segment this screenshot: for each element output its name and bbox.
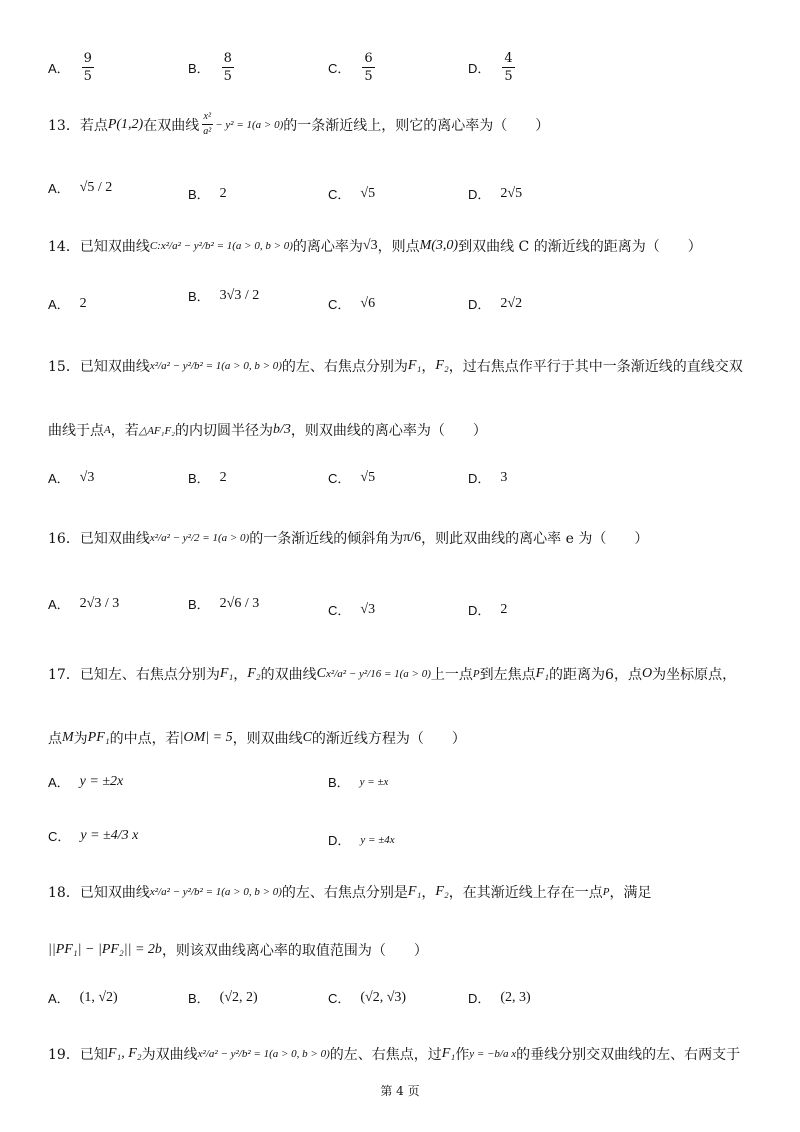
q16-option-b: B． 2√6 / 3	[188, 595, 260, 612]
q17-stem-line1: 17． 已知左、右焦点分别为 F₁ ， F₂ 的双曲线 C x²/a² − y²/16 = 1(a > 0) 上一点 P 到左焦点 F₁ 的距离为6，点 O 为坐标原点，	[48, 666, 737, 683]
q18-equation: x²/a² − y²/b² = 1(a > 0, b > 0)	[149, 886, 282, 898]
q14-option-b: B． 3√3 / 2	[188, 287, 260, 304]
q16-option-a: A． 2√3 / 3	[48, 595, 120, 612]
q16-stem: 16． 已知双曲线 x²/a² − y²/2 = 1(a > 0) 的一条渐近线的倾斜角为 π/6 ，则此双曲线的离心率 e 为（ ）	[48, 530, 649, 547]
q14-option-c: C． √6	[328, 295, 376, 312]
q12-option-c-fraction: $\frac{6}{5}$	[364, 51, 373, 84]
page-number: 第 4 页	[380, 1084, 420, 1098]
q19-stem: 19． 已知 F₁, F₂ 为双曲线 x²/a² − y²/b² = 1(a > 0, b > 0) 的左、右焦点，过 F₁ 作 y = −b/a x 的垂线分别交双曲线的左、右两支于	[48, 1046, 741, 1063]
q18-stem-line1: 18． 已知双曲线 x²/a² − y²/b² = 1(a > 0, b > 0) 的左、右焦点分别是 F₁ ， F₂ ，在其渐近线上存在一点 P ，满足	[48, 884, 652, 901]
q15-option-c: C． √5	[328, 469, 376, 486]
q16-equation: x²/a² − y²/2 = 1(a > 0)	[149, 532, 250, 544]
q13-equation-fraction: $\frac{\text{x²}}{\text{a²}}$	[203, 111, 212, 137]
q14-stem: 14． 已知双曲线 C: x²/a² − y²/b² = 1(a > 0, b > 0) 的离心率为 √3 ，则点 M(3,0) 到双曲线 C 的渐近线的距离为（ ）	[48, 238, 702, 255]
q12-option-b: B． $\frac{8}{5}$	[188, 51, 232, 84]
q15-stem-line1: 15． 已知双曲线 x²/a² − y²/b² = 1(a > 0, b > 0) 的左、右焦点分别为 F₁ ， F₂ ，过右焦点作平行于其中一条渐近线的直线交双	[48, 358, 743, 375]
q13-option-d: D． 2√5	[468, 185, 523, 202]
q14-option-a: A． 2	[48, 295, 87, 312]
q15-equation: x²/a² − y²/b² = 1(a > 0, b > 0)	[149, 360, 282, 372]
q15-stem-line2: 曲线于点 A ，若 △AF₁F₂ 的内切圆半径为 b/3 ，则双曲线的离心率为（ ）	[48, 422, 487, 439]
q16-option-c: C． √3	[328, 601, 376, 618]
q15-option-d: D． 3	[468, 469, 508, 486]
q15-option-b: B． 2	[188, 469, 227, 486]
q13-option-a: A． √5 / 2	[48, 179, 113, 196]
q18-option-a: A． (1, √2)	[48, 989, 118, 1006]
q12-option-a-fraction: $\frac{9}{5}$	[83, 51, 92, 84]
q15-option-a: A． √3	[48, 469, 95, 486]
q18-option-b: B． (√2, 2)	[188, 989, 258, 1006]
q18-stem-line2: ||PF₁| − |PF₂|| = 2b ，则该双曲线离心率的取值范围为（ ）	[48, 942, 428, 959]
q13-option-b: B． 2	[188, 185, 227, 202]
q14-equation: x²/a² − y²/b² = 1(a > 0, b > 0)	[160, 240, 293, 252]
q12-option-b-fraction: $\frac{8}{5}$	[223, 51, 232, 84]
q14-option-d: D． 2√2	[468, 295, 523, 312]
q12-option-c: C． $\frac{6}{5}$	[328, 51, 373, 84]
q17-option-a: A． y = ±2x	[48, 773, 124, 790]
q17-option-b: B． y = ±x	[328, 775, 389, 790]
q17-option-d: D． y = ±4x	[328, 833, 395, 848]
q17-stem-line2: 点 M 为 PF₁ 的中点，若 |OM| = 5 ，则双曲线 C 的渐近线方程为（ ）	[48, 730, 466, 747]
q17-equation: x²/a² − y²/16 = 1(a > 0)	[326, 668, 431, 680]
q13-option-c: C． √5	[328, 185, 376, 202]
q17-option-c: C． y = ±4/3 x	[48, 827, 139, 844]
q12-option-a: A． $\frac{9}{5}$	[48, 51, 92, 84]
q12-option-d: D． $\frac{4}{5}$	[468, 51, 513, 84]
q18-option-d: D． (2, 3)	[468, 989, 531, 1006]
q16-option-d: D． 2	[468, 601, 508, 618]
q19-equation: x²/a² − y²/b² = 1(a > 0, b > 0)	[197, 1048, 330, 1060]
q18-option-c: C． (√2, √3)	[328, 989, 407, 1006]
q12-option-d-fraction: $\frac{4}{5}$	[504, 51, 513, 84]
q13-stem: 13． 若点 P(1,2) 在双曲线 $\frac{\text{x²}}{\text{a²}}$ − y² = 1(a > 0) 的一条渐近线上，则它的离心率为（ ）	[48, 111, 550, 137]
